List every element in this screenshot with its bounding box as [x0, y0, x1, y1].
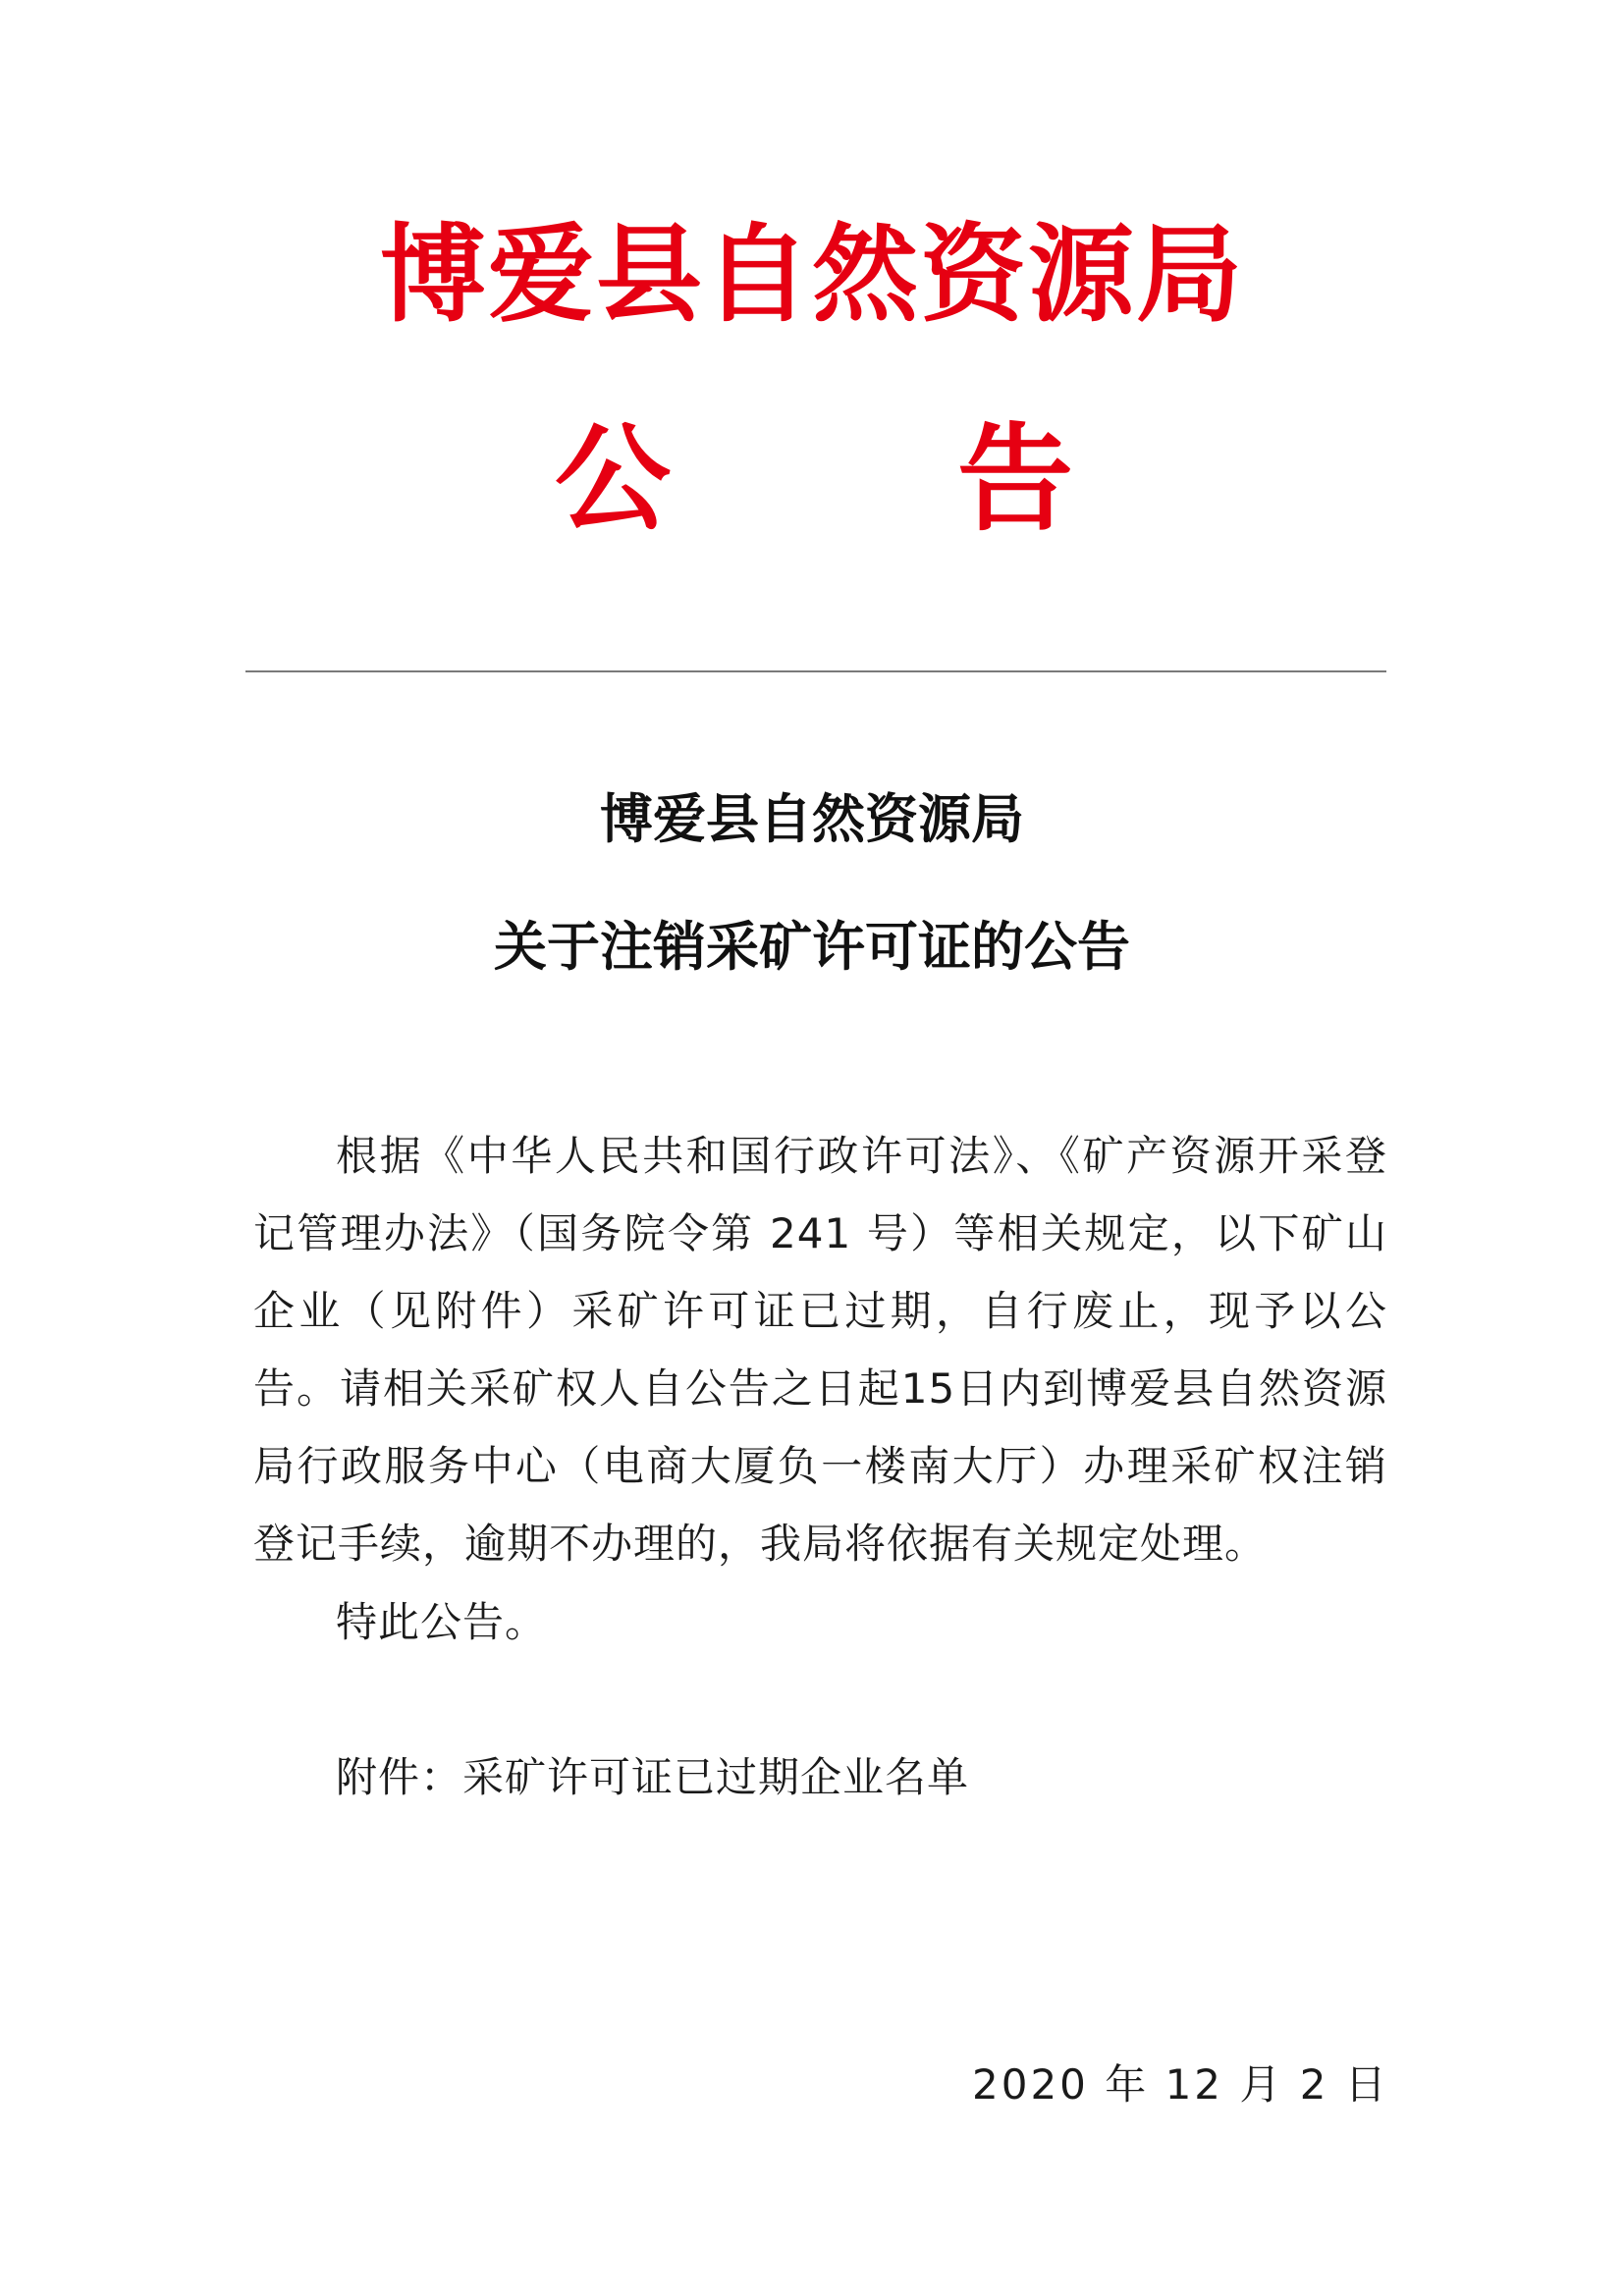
document-title-line-2: 关于注销采矿许可证的公告 [494, 916, 1130, 978]
masthead-notice-char-2: 告 [957, 410, 1074, 547]
masthead-organization: 博爱县自然资源局 [379, 213, 1244, 337]
masthead-notice-char-1: 公 [555, 410, 672, 547]
issue-date: 2020 年 12 月 2 日 [972, 2060, 1389, 2109]
body-text [253, 1117, 1387, 1582]
attachment-line: 附件：采矿许可证已过期企业名单 [336, 1753, 970, 1801]
body-paragraph: 根据《中华人民共和国行政许可法》、《矿产资源开采登记管理办法》（国务院令第 241 号）等相关规定，以下矿山企业（见附件）采矿许可证已过期，自行废止，现予以公告。请相关采矿权人自公告之日起15日内到博爱县自然资源局行政服务中心（电商大厦负一楼南大厅）办理采矿权注销登记手续，逾期不办理的，我局将依据有关规定处理。 [253, 1132, 1387, 1568]
masthead-divider [245, 670, 1386, 672]
document-title-line-1: 博爱县自然资源局 [600, 788, 1024, 850]
closing-statement: 特此公告。 [336, 1598, 548, 1646]
